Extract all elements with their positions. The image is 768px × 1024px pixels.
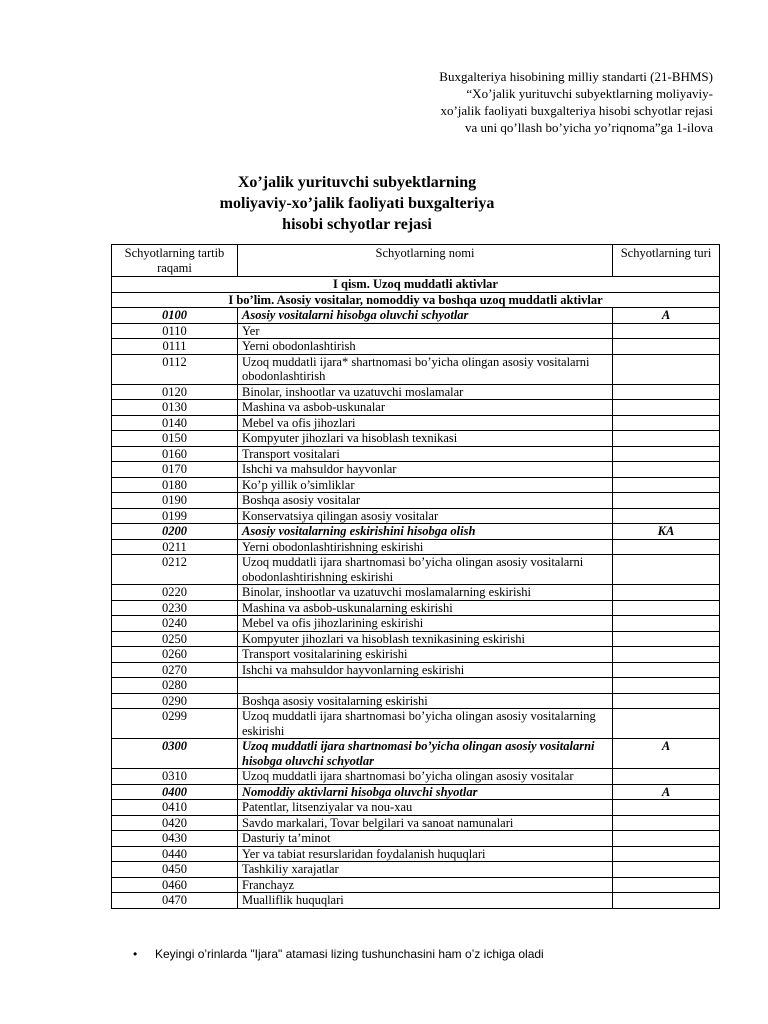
account-type [613,415,720,431]
account-type [613,555,720,585]
account-code: 0130 [112,400,238,416]
table-row [112,400,720,416]
table-row [112,647,720,663]
account-code: 0240 [112,616,238,632]
account-type [613,384,720,400]
account-name: Yer [238,323,613,339]
account-name: Ishchi va mahsuldor hayvonlarning eskirishi [238,662,613,678]
account-type: A [613,739,720,769]
section-row [112,292,720,308]
account-type [613,846,720,862]
account-code: 0310 [112,769,238,785]
account-type [613,462,720,478]
account-code: 0120 [112,384,238,400]
account-code: 0180 [112,477,238,493]
account-name: Tashkiliy xarajatlar [238,862,613,878]
account-name: Uzoq muddatli ijara shartnomasi bo’yicha olingan asosiy vositalarni obodonlashtirishning eskirishi [238,555,613,585]
header-note-line: xo’jalik faoliyati buxgalteriya hisobi schyotlar rejasi [440,103,713,118]
column-header-name: Schyotlarning nomi [238,245,613,277]
account-type [613,600,720,616]
account-name: Uzoq muddatli ijara shartnomasi bo’yicha olingan asosiy vositalarning eskirishi [238,709,613,739]
account-name: Mashina va asbob-uskunalarning eskirishi [238,600,613,616]
account-name: Konservatsiya qilingan asosiy vositalar [238,508,613,524]
account-code: 0470 [112,893,238,909]
header-note-line: va uni qo’llash bo’yicha yo’riqnoma”ga 1-ilova [464,120,713,135]
account-code: 0250 [112,631,238,647]
account-group-row [112,739,720,769]
table-row [112,415,720,431]
account-group-row [112,308,720,324]
account-type: A [613,784,720,800]
table-row [112,662,720,678]
table-row [112,616,720,632]
account-type: KA [613,524,720,540]
account-code: 0299 [112,709,238,739]
account-type [613,508,720,524]
account-type [613,862,720,878]
account-code: 0112 [112,354,238,384]
account-code: 0270 [112,662,238,678]
table-header-row [112,245,720,277]
account-code: 0160 [112,446,238,462]
account-type [613,431,720,447]
table-row [112,709,720,739]
accounts-table [111,244,720,909]
account-name: Ko’p yillik o’simliklar [238,477,613,493]
header-note [353,68,713,136]
account-code: 0170 [112,462,238,478]
bullet-icon: • [133,947,138,961]
account-name: Patentlar, litsenziyalar va nou-xau [238,800,613,816]
table-row [112,354,720,384]
account-name: Mebel va ofis jihozlari [238,415,613,431]
account-code: 0110 [112,323,238,339]
account-code: 0460 [112,877,238,893]
table-row [112,339,720,355]
account-name: Boshqa asosiy vositalar [238,493,613,509]
table-row [112,769,720,785]
account-type [613,815,720,831]
account-name: Binolar, inshootlar va uzatuvchi moslamalarning eskirishi [238,585,613,601]
account-name: Asosiy vositalarning eskirishini hisobga olish [238,524,613,540]
account-name: Asosiy vositalarni hisobga oluvchi schyotlar [238,308,613,324]
account-code: 0280 [112,678,238,694]
account-name: Franchayz [238,877,613,893]
account-type [613,709,720,739]
account-code: 0199 [112,508,238,524]
table-row [112,446,720,462]
document-title-line: hisobi schyotlar rejasi [282,216,432,233]
account-name: Dasturiy ta’minot [238,831,613,847]
table-row [112,508,720,524]
table-row [112,831,720,847]
table-row [112,815,720,831]
account-type [613,323,720,339]
section-title: I qism. Uzoq muddatli aktivlar [112,277,720,293]
account-name: Ishchi va mahsuldor hayvonlar [238,462,613,478]
account-type [613,678,720,694]
account-name: Yerni obodonlashtirishning eskirishi [238,539,613,555]
account-code: 0400 [112,784,238,800]
account-code: 0300 [112,739,238,769]
account-name: Savdo markalari, Tovar belgilari va sanoat namunalari [238,815,613,831]
table-row [112,323,720,339]
account-type [613,616,720,632]
table-row [112,600,720,616]
account-code: 0190 [112,493,238,509]
account-name: Uzoq muddatli ijara shartnomasi bo’yicha olingan asosiy vositalar [238,769,613,785]
account-code: 0440 [112,846,238,862]
account-name: Nomoddiy aktivlarni hisobga oluvchi shyotlar [238,784,613,800]
account-type [613,354,720,384]
account-code: 0430 [112,831,238,847]
account-name: Kompyuter jihozlari va hisoblash texnikasi [238,431,613,447]
account-type [613,446,720,462]
account-code: 0100 [112,308,238,324]
header-note-line: “Xo’jalik yurituvchi subyektlarning moliyaviy- [466,86,713,101]
account-name: Uzoq muddatli ijara* shartnomasi bo’yicha olingan asosiy vositalarni obodonlashtirish [238,354,613,384]
document-title-line: moliyaviy-xo’jalik faoliyati buxgalteriya [219,195,495,212]
document-title [157,172,557,235]
account-type [613,477,720,493]
column-header-code: Schyotlarning tartib raqami [112,245,238,277]
account-name: Yer va tabiat resurslaridan foydalanish huquqlari [238,846,613,862]
account-code: 0420 [112,815,238,831]
footnote-text: Keyingi o’rinlarda "Ijara" atamasi lizing tushunchasini ham o’z ichiga oladi [155,947,544,961]
table-row [112,555,720,585]
account-code: 0230 [112,600,238,616]
account-name: Kompyuter jihozlari va hisoblash texnikasining eskirishi [238,631,613,647]
footnote [133,946,544,962]
account-group-row [112,784,720,800]
account-code: 0450 [112,862,238,878]
section-title: I bo’lim. Asosiy vositalar, nomoddiy va boshqa uzoq muddatli aktivlar [112,292,720,308]
table-body [112,277,720,909]
account-type [613,893,720,909]
account-type [613,831,720,847]
table-row [112,678,720,694]
account-type [613,693,720,709]
table-row [112,631,720,647]
account-code: 0150 [112,431,238,447]
account-type: A [613,308,720,324]
account-name: Mualliflik huquqlari [238,893,613,909]
account-name: Transport vositalari [238,446,613,462]
account-code: 0410 [112,800,238,816]
table-row [112,862,720,878]
account-code: 0140 [112,415,238,431]
account-name: Yerni obodonlashtirish [238,339,613,355]
table-row [112,585,720,601]
account-name: Uzoq muddatli ijara shartnomasi bo’yicha olingan asosiy vositalarni hisobga oluvchi schyotlar [238,739,613,769]
account-name: Mashina va asbob-uskunalar [238,400,613,416]
account-type [613,800,720,816]
account-type [613,662,720,678]
account-code: 0111 [112,339,238,355]
table-row [112,846,720,862]
account-code: 0200 [112,524,238,540]
document-title-line: Xo’jalik yurituvchi subyektlarning [237,174,477,191]
section-row [112,277,720,293]
account-type [613,631,720,647]
account-type [613,647,720,663]
account-type [613,493,720,509]
account-name: Mebel va ofis jihozlarining eskirishi [238,616,613,632]
account-name [238,678,613,694]
account-code: 0220 [112,585,238,601]
account-code: 0211 [112,539,238,555]
account-name: Boshqa asosiy vositalarning eskirishi [238,693,613,709]
account-name: Binolar, inshootlar va uzatuvchi moslamalar [238,384,613,400]
header-note-line: Buxgalteriya hisobining milliy standarti (21-BHMS) [439,69,713,84]
account-type [613,539,720,555]
table-row [112,539,720,555]
table-row [112,477,720,493]
table-row [112,893,720,909]
account-type [613,769,720,785]
table-row [112,693,720,709]
account-code: 0260 [112,647,238,663]
account-name: Transport vositalarining eskirishi [238,647,613,663]
table-row [112,431,720,447]
account-type [613,877,720,893]
account-code: 0212 [112,555,238,585]
table-row [112,493,720,509]
table-row [112,877,720,893]
table-row [112,462,720,478]
account-group-row [112,524,720,540]
table-row [112,384,720,400]
account-type [613,339,720,355]
table-row [112,800,720,816]
account-code: 0290 [112,693,238,709]
account-type [613,585,720,601]
column-header-type: Schyotlarning turi [613,245,720,277]
account-type [613,400,720,416]
